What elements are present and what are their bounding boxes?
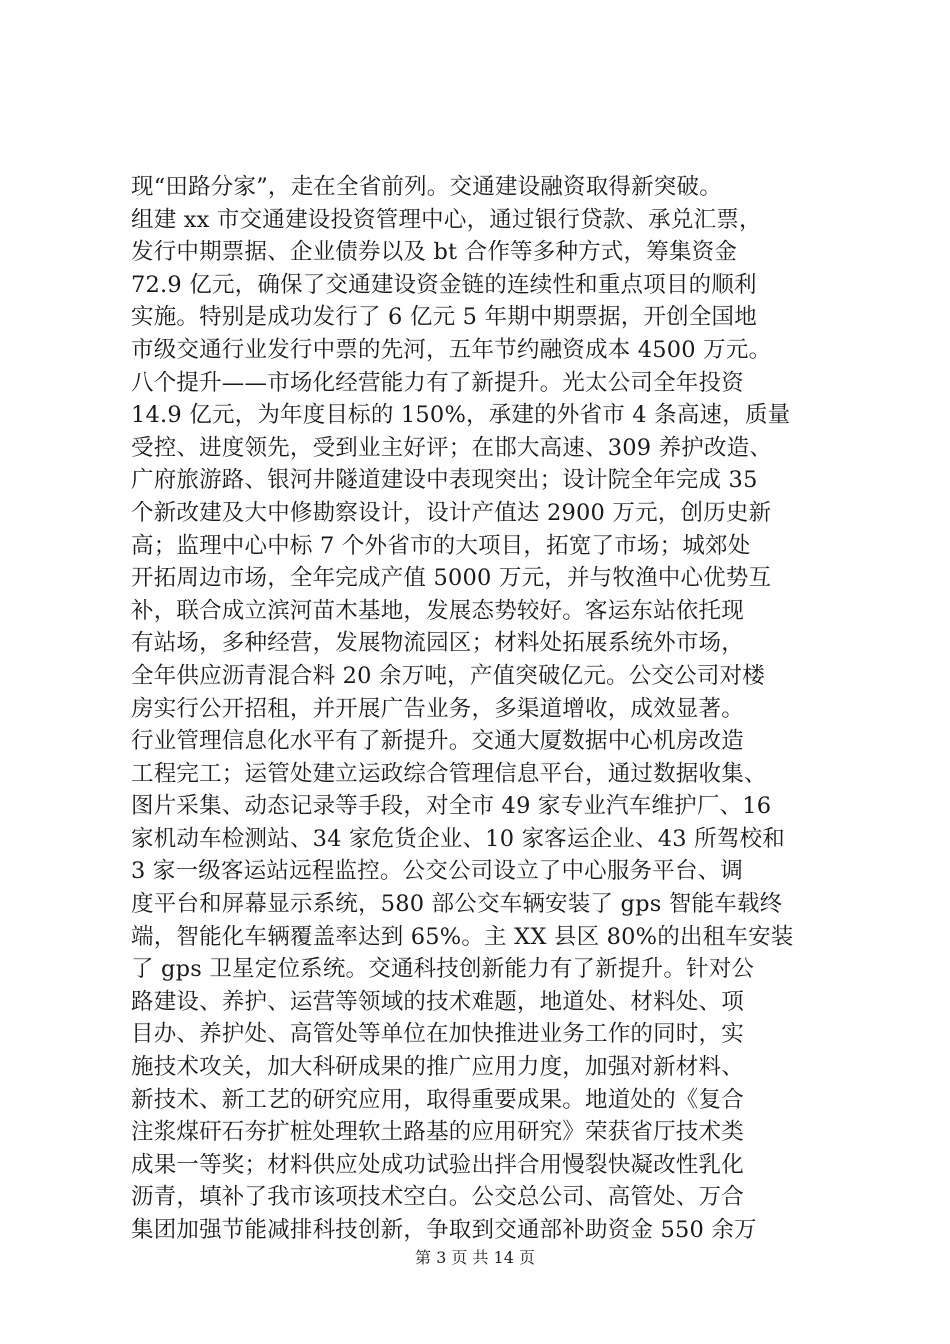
text-line: 3 家一级客运站远程监控。公交公司设立了中心服务平台、调 — [131, 858, 744, 885]
text-line: 开拓周边市场，全年完成产值 5000 万元，并与牧渔中心优势互 — [131, 565, 772, 592]
text-line: 发行中期票据、企业债券以及 bt 合作等多种方式，筹集资金 — [131, 239, 738, 266]
text-line: 行业管理信息化水平有了新提升。交通大厦数据中心机房改造 — [131, 728, 744, 755]
text-line: 72.9 亿元，确保了交通建设资金链的连续性和重点项目的顺利 — [131, 271, 757, 298]
text-line: 高；监理中心中标 7 个外省市的大项目，拓宽了市场；城郊处 — [131, 532, 751, 559]
body-text — [131, 171, 851, 1247]
text-line: 补，联合成立滨河苗木基地，发展态势较好。客运东站依托现 — [131, 597, 744, 624]
text-line: 端，智能化车辆覆盖率达到 65%。主 XX 县区 80%的出租车安装 — [131, 923, 794, 950]
text-line: 受控、进度领先，受到业主好评；在邯大高速、309 养护改造、 — [131, 434, 773, 461]
text-line: 全年供应沥青混合料 20 余万吨，产值突破亿元。公交公司对楼 — [131, 662, 765, 689]
text-line: 14.9 亿元，为年度目标的 150%，承建的外省市 4 条高速，质量 — [131, 402, 791, 429]
text-line: 集团加强节能减排科技创新，争取到交通部补助资金 550 余万 — [131, 1217, 757, 1243]
text-line: 图片采集、动态记录等手段，对全市 49 家专业汽车维护厂、16 — [131, 793, 772, 820]
text-line: 工程完工；运管处建立运政综合管理信息平台，通过数据收集、 — [131, 760, 767, 787]
text-line: 了 gps 卫星定位系统。交通科技创新能力有了新提升。针对公 — [131, 956, 755, 983]
text-line: 沥青，填补了我市该项技术空白。公交总公司、高管处、万合 — [131, 1184, 744, 1211]
text-line: 有站场，多种经营，发展物流园区；材料处拓展系统外市场， — [131, 630, 744, 657]
text-line: 成果一等奖；材料供应处成功试验出拌合用慢裂快凝改性乳化 — [131, 1151, 744, 1178]
text-line: 个新改建及大中修勘察设计，设计产值达 2900 万元，创历史新 — [131, 499, 772, 526]
page-footer: 第 3 页 共 14 页 — [415, 1248, 535, 1267]
text-line: 房实行公开招租，并开展广告业务，多渠道增收，成效显著。 — [131, 695, 744, 722]
text-line: 八个提升——市场化经营能力有了新提升。光太公司全年投资 — [131, 369, 744, 396]
text-line: 目办、养护处、高管处等单位在加快推进业务工作的同时，实 — [131, 1021, 744, 1048]
text-line: 注浆煤矸石夯扩桩处理软土路基的应用研究》荣获省厅技术类 — [131, 1119, 744, 1146]
text-line: 广府旅游路、银河井隧道建设中表现突出；设计院全年完成 35 — [131, 467, 758, 494]
text-line: 家机动车检测站、34 家危货企业、10 家客运企业、43 所驾校和 — [131, 825, 785, 852]
text-line: 路建设、养护、运营等领域的技术难题，地道处、材料处、项 — [131, 988, 744, 1015]
text-line: 市级交通行业发行中票的先河，五年节约融资成本 4500 万元。 — [131, 336, 772, 363]
text-line: 组建 xx 市交通建设投资管理中心，通过银行贷款、承兑汇票， — [131, 206, 762, 233]
text-line: 新技术、新工艺的研究应用，取得重要成果。地道处的《复合 — [131, 1086, 744, 1113]
text-line: 现“田路分家”，走在全省前列。交通建设融资取得新突破。 — [131, 174, 722, 200]
text-line: 度平台和屏幕显示系统，580 部公交车辆安装了 gps 智能车载终 — [131, 891, 783, 918]
text-line: 施技术攻关，加大科研成果的推广应用力度，加强对新材料、 — [131, 1054, 744, 1081]
text-line: 实施。特别是成功发行了 6 亿元 5 年期中期票据，开创全国地 — [131, 304, 757, 331]
